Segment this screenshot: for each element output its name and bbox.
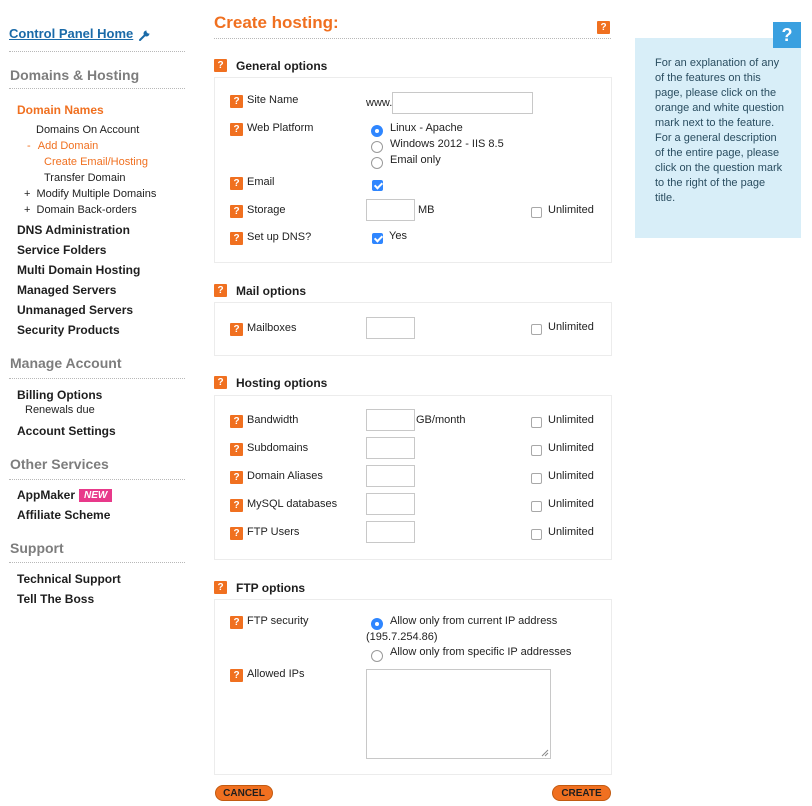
nav-renewals-due[interactable]: Renewals due	[25, 404, 95, 416]
nav-modify-multiple-domains-label: Modify Multiple Domains	[36, 188, 157, 200]
page-help-icon[interactable]: ?	[597, 21, 610, 34]
allowed-ips-label: Allowed IPs	[247, 668, 305, 680]
mailboxes-unlimited-checkbox[interactable]	[531, 324, 542, 335]
site-name-prefix: www.	[366, 97, 393, 109]
general-options-help-icon[interactable]: ?	[214, 59, 227, 72]
ftp-current-ip-label: Allow only from current IP address	[390, 615, 558, 627]
general-options-heading: General options	[236, 59, 328, 73]
nav-service-folders[interactable]: Service Folders	[17, 243, 107, 257]
site-name-label: Site Name	[247, 94, 299, 106]
section-title-other-services: Other Services	[10, 456, 109, 472]
mail-options-heading: Mail options	[236, 284, 306, 298]
collapse-marker: -	[27, 140, 31, 152]
nav-affiliate-scheme[interactable]: Affiliate Scheme	[17, 508, 111, 522]
bandwidth-label: Bandwidth	[247, 414, 299, 426]
mysql-label: MySQL databases	[247, 498, 338, 510]
mysql-unlimited-checkbox[interactable]	[531, 501, 542, 512]
divider	[9, 562, 185, 563]
divider	[9, 51, 185, 52]
site-name-input[interactable]	[392, 92, 533, 114]
ftp-users-label: FTP Users	[247, 526, 300, 538]
mailboxes-help-icon[interactable]: ?	[230, 323, 243, 336]
resize-grip-icon[interactable]	[541, 749, 549, 757]
nav-add-domain[interactable]	[27, 140, 98, 152]
web-platform-label: Web Platform	[247, 122, 314, 134]
ftp-users-unlimited-label: Unlimited	[548, 526, 594, 538]
web-platform-help-icon[interactable]: ?	[230, 123, 243, 136]
nav-appmaker-label: AppMaker	[17, 488, 76, 502]
allowed-ips-help-icon[interactable]: ?	[230, 669, 243, 682]
help-panel-text: For an explanation of any of the features on this page, please click on the orange and white question mark next to the feature. For a general description of the entire page, please click on the question mark to the right of the page title.	[655, 57, 785, 204]
bandwidth-input[interactable]	[366, 409, 415, 431]
nav-modify-multiple-domains[interactable]	[24, 188, 156, 200]
nav-unmanaged-servers[interactable]: Unmanaged Servers	[17, 303, 134, 317]
ftp-current-ip-address: (195.7.254.86)	[366, 631, 438, 643]
hosting-options-help-icon[interactable]: ?	[214, 376, 227, 389]
bandwidth-unit: GB/month	[416, 414, 466, 426]
mailboxes-label: Mailboxes	[247, 322, 297, 334]
allowed-ips-textarea[interactable]	[366, 669, 551, 759]
ftp-specific-ips-radio[interactable]	[371, 650, 383, 662]
nav-create-email-hosting[interactable]: Create Email/Hosting	[44, 156, 148, 168]
mysql-help-icon[interactable]: ?	[230, 499, 243, 512]
domain-aliases-help-icon[interactable]: ?	[230, 471, 243, 484]
storage-unlimited-checkbox[interactable]	[531, 207, 542, 218]
ftp-current-ip-radio[interactable]	[371, 618, 383, 630]
nav-appmaker[interactable]	[17, 488, 112, 502]
cancel-button[interactable]: CANCEL	[215, 785, 273, 801]
platform-linux-radio[interactable]	[371, 125, 383, 137]
email-label: Email	[247, 176, 275, 188]
divider	[9, 378, 185, 379]
expand-marker: +	[24, 204, 31, 216]
subdomains-unlimited-checkbox[interactable]	[531, 445, 542, 456]
domain-aliases-unlimited-label: Unlimited	[548, 470, 594, 482]
subdomains-unlimited-label: Unlimited	[548, 442, 594, 454]
dns-checkbox[interactable]	[372, 233, 383, 244]
nav-add-domain-label: Add Domain	[37, 140, 99, 152]
wrench-icon	[138, 28, 152, 42]
domain-aliases-unlimited-checkbox[interactable]	[531, 473, 542, 484]
ftp-options-heading: FTP options	[236, 581, 306, 595]
nav-domains-on-account[interactable]: Domains On Account	[36, 124, 140, 136]
section-title-domains-hosting: Domains & Hosting	[10, 67, 140, 83]
mailboxes-unlimited-label: Unlimited	[548, 321, 594, 333]
control-panel-home-link[interactable]: Control Panel Home	[9, 26, 134, 41]
nav-multi-domain-hosting[interactable]: Multi Domain Hosting	[17, 263, 141, 277]
section-title-support: Support	[10, 540, 64, 556]
mysql-unlimited-label: Unlimited	[548, 498, 594, 510]
nav-security-products[interactable]: Security Products	[17, 323, 120, 337]
dns-help-icon[interactable]: ?	[230, 232, 243, 245]
storage-label: Storage	[247, 204, 286, 216]
domain-aliases-input[interactable]	[366, 465, 415, 487]
help-panel-icon[interactable]: ?	[773, 22, 801, 48]
section-title-manage-account: Manage Account	[10, 355, 122, 371]
platform-linux-label: Linux - Apache	[390, 122, 463, 134]
storage-help-icon[interactable]: ?	[230, 205, 243, 218]
ftp-security-help-icon[interactable]: ?	[230, 616, 243, 629]
mail-options-help-icon[interactable]: ?	[214, 284, 227, 297]
dns-label: Set up DNS?	[247, 231, 312, 243]
page-title: Create hosting:	[214, 13, 339, 32]
nav-technical-support[interactable]: Technical Support	[17, 572, 121, 586]
bandwidth-unlimited-label: Unlimited	[548, 414, 594, 426]
bandwidth-help-icon[interactable]: ?	[230, 415, 243, 428]
storage-unit: MB	[418, 204, 435, 216]
ftp-security-label: FTP security	[247, 615, 309, 627]
email-help-icon[interactable]: ?	[230, 177, 243, 190]
ftp-users-help-icon[interactable]: ?	[230, 527, 243, 540]
nav-tell-the-boss[interactable]: Tell The Boss	[17, 592, 95, 606]
subdomains-label: Subdomains	[247, 442, 309, 454]
nav-dns-administration[interactable]: DNS Administration	[17, 223, 130, 237]
ftp-users-unlimited-checkbox[interactable]	[531, 529, 542, 540]
nav-managed-servers[interactable]: Managed Servers	[17, 283, 117, 297]
title-divider	[214, 38, 611, 39]
divider	[9, 479, 185, 480]
platform-windows-label: Windows 2012 - IIS 8.5	[390, 138, 504, 150]
ftp-specific-ips-label: Allow only from specific IP addresses	[390, 646, 572, 658]
nav-transfer-domain[interactable]: Transfer Domain	[44, 172, 126, 184]
email-checkbox[interactable]	[372, 180, 383, 191]
storage-unlimited-label: Unlimited	[548, 204, 594, 216]
mailboxes-input[interactable]	[366, 317, 415, 339]
expand-marker: +	[24, 188, 31, 200]
dns-yes-label: Yes	[389, 230, 407, 242]
nav-billing-options[interactable]: Billing Options	[17, 388, 103, 402]
platform-email-only-label: Email only	[390, 154, 441, 166]
nav-account-settings[interactable]: Account Settings	[17, 424, 116, 438]
bandwidth-unlimited-checkbox[interactable]	[531, 417, 542, 428]
hosting-options-heading: Hosting options	[236, 376, 328, 390]
platform-email-only-radio[interactable]	[371, 157, 383, 169]
domain-aliases-label: Domain Aliases	[247, 470, 323, 482]
mysql-input[interactable]	[366, 493, 415, 515]
nav-domain-names[interactable]: Domain Names	[17, 103, 104, 117]
new-badge: NEW	[79, 489, 112, 502]
divider	[9, 88, 185, 89]
subdomains-help-icon[interactable]: ?	[230, 443, 243, 456]
nav-domain-backorders[interactable]	[24, 204, 137, 216]
storage-input[interactable]	[366, 199, 415, 221]
ftp-options-help-icon[interactable]: ?	[214, 581, 227, 594]
subdomains-input[interactable]	[366, 437, 415, 459]
ftp-users-input[interactable]	[366, 521, 415, 543]
create-button[interactable]: CREATE	[552, 785, 611, 801]
platform-windows-radio[interactable]	[371, 141, 383, 153]
site-name-help-icon[interactable]: ?	[230, 95, 243, 108]
nav-domain-backorders-label: Domain Back-orders	[36, 204, 137, 216]
